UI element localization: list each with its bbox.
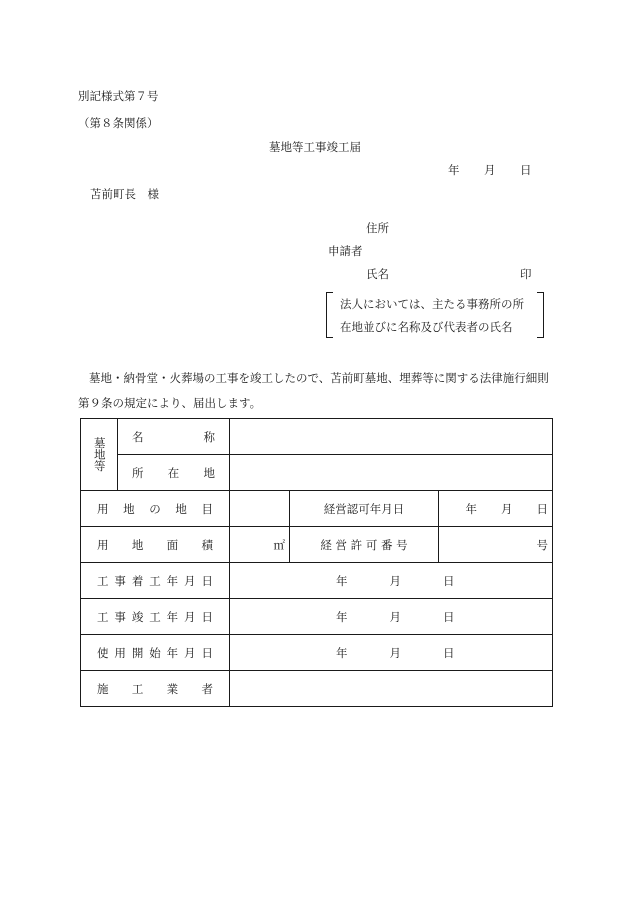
label-char: 開 [131, 645, 144, 660]
table-row [81, 599, 553, 635]
label-char: 工 [97, 609, 109, 624]
form-number: 別記様式第７号 [78, 89, 159, 103]
corporate-note-line-1: 法人においては、主たる事務所の所 [340, 297, 524, 311]
label-char: 日 [201, 573, 213, 588]
location-label-cell [118, 455, 230, 491]
approval-date-label: 経営認可年月日 [323, 501, 405, 516]
label-char: 月 [184, 573, 196, 588]
label-char: 工 [97, 573, 109, 588]
related-article: （第８条関係） [78, 116, 159, 130]
label-char: 用 [97, 501, 109, 516]
table-row [81, 491, 553, 527]
label-char: 在 [167, 465, 180, 480]
name-label: 氏名 [366, 267, 389, 281]
permit-number-label: 経 営 許 可 番 号 [320, 537, 408, 552]
completion-date-value-field[interactable] [230, 599, 553, 635]
left-bracket [326, 292, 333, 338]
permit-number-value-field[interactable] [439, 527, 553, 563]
table-row [81, 455, 553, 491]
label-char: 称 [203, 429, 215, 444]
month-unit: 月 [389, 645, 401, 660]
label-char: 日 [201, 609, 213, 624]
completion-form-table [80, 418, 553, 707]
area-unit: ㎡ [273, 537, 285, 552]
land-category-label-cell [81, 491, 230, 527]
table-row [81, 527, 553, 563]
approval-date-value-field[interactable] [439, 491, 553, 527]
seal-mark: 印 [520, 267, 532, 281]
label-char: 地 [175, 501, 187, 516]
cemetery-label: 墓地等 [92, 437, 107, 472]
location-value-field[interactable] [230, 455, 553, 491]
label-char: 業 [166, 681, 179, 696]
year-unit: 年 [336, 609, 348, 624]
use-start-date-label-cell [81, 635, 230, 671]
label-char: 地 [203, 465, 215, 480]
label-char: 工 [131, 681, 144, 696]
label-char: 事 [114, 609, 126, 624]
date-day: 日 [520, 163, 532, 177]
year-unit: 年 [336, 645, 348, 660]
label-char: 者 [201, 681, 213, 696]
label-char: 施 [97, 681, 109, 696]
table-row [81, 419, 553, 455]
month-unit: 月 [501, 501, 513, 516]
label-char: 月 [184, 609, 196, 624]
right-bracket [537, 292, 544, 338]
label-char: 目 [201, 501, 213, 516]
label-char: 使 [97, 645, 109, 660]
label-char: 地 [123, 501, 135, 516]
day-unit: 日 [536, 501, 549, 516]
date-year: 年 [448, 163, 460, 177]
label-char: 年 [166, 609, 179, 624]
year-unit: 年 [336, 573, 348, 588]
day-unit: 日 [443, 645, 455, 660]
contractor-value-field[interactable] [230, 671, 553, 707]
document-title: 墓地等工事竣工届 [269, 140, 361, 154]
label-char: 着 [131, 573, 144, 588]
label-char: 地 [131, 537, 144, 552]
label-char: 名 [132, 429, 144, 444]
label-char: の [149, 501, 161, 516]
label-char: 用 [114, 645, 126, 660]
day-unit: 日 [443, 573, 455, 588]
table-row [81, 563, 553, 599]
label-char: 月 [184, 645, 196, 660]
label-char: 年 [166, 573, 179, 588]
start-date-label-cell [81, 563, 230, 599]
year-unit: 年 [465, 501, 478, 516]
label-char: 積 [201, 537, 213, 552]
permit-number-label-cell [290, 527, 439, 563]
label-char: 用 [97, 537, 109, 552]
name-label-cell [118, 419, 230, 455]
land-category-value-field[interactable] [230, 491, 290, 527]
start-date-value-field[interactable] [230, 563, 553, 599]
label-char: 始 [149, 645, 161, 660]
label-char: 所 [132, 465, 144, 480]
contractor-label-cell [81, 671, 230, 707]
approval-date-label-cell [290, 491, 439, 527]
name-value-field[interactable] [230, 419, 553, 455]
corporate-note-line-2: 在地並びに名称及び代表者の氏名 [340, 320, 513, 334]
month-unit: 月 [389, 573, 401, 588]
table-row [81, 635, 553, 671]
label-char: 面 [166, 537, 179, 552]
permit-number-unit: 号 [536, 537, 549, 552]
label-char: 工 [149, 609, 161, 624]
applicant-label: 申請者 [328, 244, 363, 258]
day-unit: 日 [443, 609, 455, 624]
address-label: 住所 [366, 221, 389, 235]
label-char: 事 [114, 573, 126, 588]
label-char: 日 [201, 645, 213, 660]
label-char: 年 [166, 645, 179, 660]
cemetery-label-cell [81, 419, 118, 491]
label-char: 竣 [131, 609, 144, 624]
land-area-label-cell [81, 527, 230, 563]
table-row [81, 671, 553, 707]
land-area-value-field[interactable] [230, 527, 290, 563]
body-text: 墓地・納骨堂・火葬場の工事を竣工したので、苫前町墓地、埋葬等に関する法律施行細則第９条の規定により、届出します。 [78, 371, 549, 410]
use-start-date-value-field[interactable] [230, 635, 553, 671]
month-unit: 月 [389, 609, 401, 624]
addressee: 苫前町長 様 [90, 187, 159, 201]
date-month: 月 [484, 163, 496, 177]
label-char: 工 [149, 573, 161, 588]
completion-date-label-cell [81, 599, 230, 635]
